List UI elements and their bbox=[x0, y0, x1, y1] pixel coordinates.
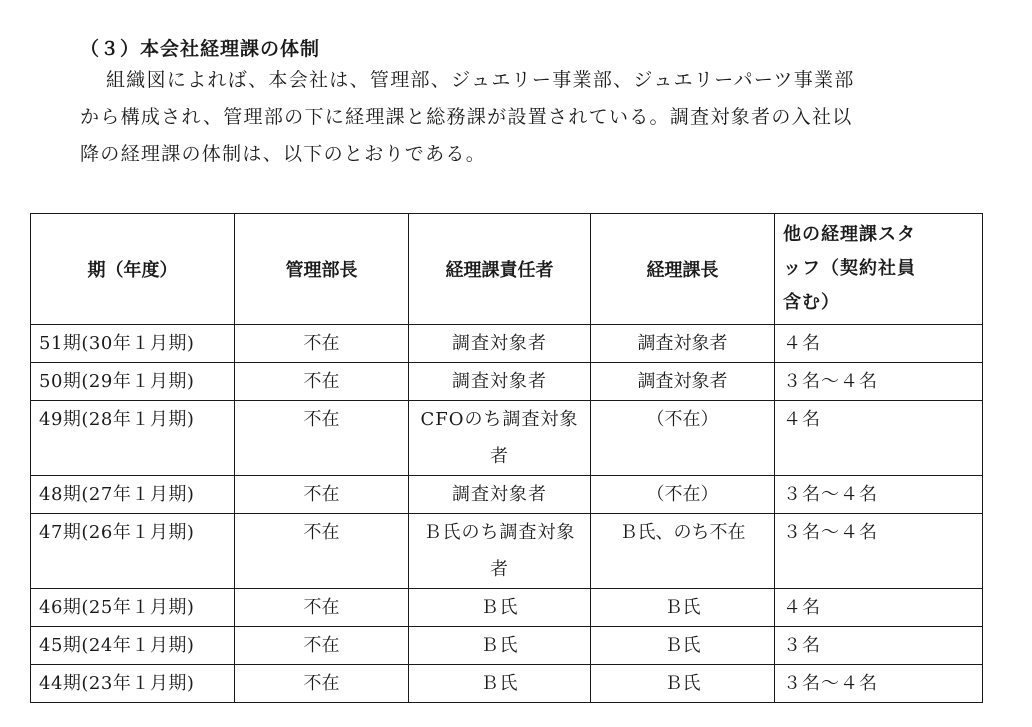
cell-other-staff: ３名～４名 bbox=[775, 363, 983, 401]
header-acct-responsible: 経理課責任者 bbox=[409, 214, 591, 325]
cell-other-staff: ３名 bbox=[775, 627, 983, 665]
cell-admin-head: 不在 bbox=[235, 665, 409, 703]
cell-admin-head: 不在 bbox=[235, 401, 409, 476]
cell-admin-head: 不在 bbox=[235, 627, 409, 665]
cell-period: 49期(28年１月期) bbox=[31, 401, 235, 476]
cell-other-staff: ４名 bbox=[775, 401, 983, 476]
header-staff-line: 他の経理課スタ bbox=[783, 224, 916, 245]
cell-period: 48期(27年１月期) bbox=[31, 476, 235, 514]
table-row bbox=[31, 476, 983, 514]
table-row bbox=[31, 401, 983, 476]
cell-acct-responsible: Ｂ氏 bbox=[409, 627, 591, 665]
header-other-staff bbox=[775, 214, 983, 325]
cell-period: 46期(25年１月期) bbox=[31, 589, 235, 627]
cell-acct-chief: Ｂ氏 bbox=[591, 665, 775, 703]
table-row bbox=[31, 627, 983, 665]
cell-acct-chief: Ｂ氏 bbox=[591, 627, 775, 665]
cell-acct-chief: Ｂ氏、のち不在 bbox=[591, 514, 775, 589]
paragraph-line: 降の経理課の体制は、以下のとおりである。 bbox=[80, 143, 487, 165]
paragraph-line: 組織図によれば、本会社は、管理部、ジュエリー事業部、ジュエリーパーツ事業部 bbox=[106, 69, 855, 91]
cell-period: 47期(26年１月期) bbox=[31, 514, 235, 589]
header-staff-line: 含む） bbox=[783, 292, 840, 313]
section-heading: （３）本会社経理課の体制 bbox=[80, 38, 321, 60]
cell-acct-chief: 調査対象者 bbox=[591, 363, 775, 401]
cell-admin-head: 不在 bbox=[235, 363, 409, 401]
cell-period: 50期(29年１月期) bbox=[31, 363, 235, 401]
cell-acct-chief: （不在） bbox=[591, 401, 775, 476]
header-admin-head: 管理部長 bbox=[235, 214, 409, 325]
accounting-structure-table bbox=[30, 213, 983, 703]
table-header-row bbox=[31, 214, 983, 325]
cell-period: 44期(23年１月期) bbox=[31, 665, 235, 703]
cell-acct-responsible: 調査対象者 bbox=[409, 363, 591, 401]
cell-other-staff: ４名 bbox=[775, 589, 983, 627]
paragraph-line: から構成され、管理部の下に経理課と総務課が設置されている。調査対象者の入社以 bbox=[80, 106, 853, 128]
header-staff-line: ッフ（契約社員 bbox=[783, 258, 916, 279]
cell-acct-responsible: Ｂ氏 bbox=[409, 665, 591, 703]
cell-period: 51期(30年１月期) bbox=[31, 325, 235, 363]
cell-admin-head: 不在 bbox=[235, 476, 409, 514]
cell-acct-chief: Ｂ氏 bbox=[591, 589, 775, 627]
cell-other-staff: ３名～４名 bbox=[775, 476, 983, 514]
cell-acct-responsible: 調査対象者 bbox=[409, 325, 591, 363]
cell-acct-responsible: Ｂ氏 bbox=[409, 589, 591, 627]
table-row bbox=[31, 325, 983, 363]
cell-acct-responsible: Ｂ氏のち調査対象者 bbox=[409, 514, 591, 589]
cell-other-staff: ４名 bbox=[775, 325, 983, 363]
cell-acct-responsible: CFOのち調査対象者 bbox=[409, 401, 591, 476]
cell-period: 45期(24年１月期) bbox=[31, 627, 235, 665]
header-period: 期（年度） bbox=[31, 214, 235, 325]
table-row bbox=[31, 589, 983, 627]
cell-other-staff: ３名～４名 bbox=[775, 514, 983, 589]
cell-acct-responsible: 調査対象者 bbox=[409, 476, 591, 514]
cell-admin-head: 不在 bbox=[235, 325, 409, 363]
cell-other-staff: ３名～４名 bbox=[775, 665, 983, 703]
header-acct-chief: 経理課長 bbox=[591, 214, 775, 325]
body-paragraph bbox=[80, 62, 960, 173]
cell-admin-head: 不在 bbox=[235, 514, 409, 589]
table-row bbox=[31, 514, 983, 589]
table-row bbox=[31, 363, 983, 401]
table-row bbox=[31, 665, 983, 703]
cell-acct-chief: （不在） bbox=[591, 476, 775, 514]
cell-acct-chief: 調査対象者 bbox=[591, 325, 775, 363]
cell-admin-head: 不在 bbox=[235, 589, 409, 627]
